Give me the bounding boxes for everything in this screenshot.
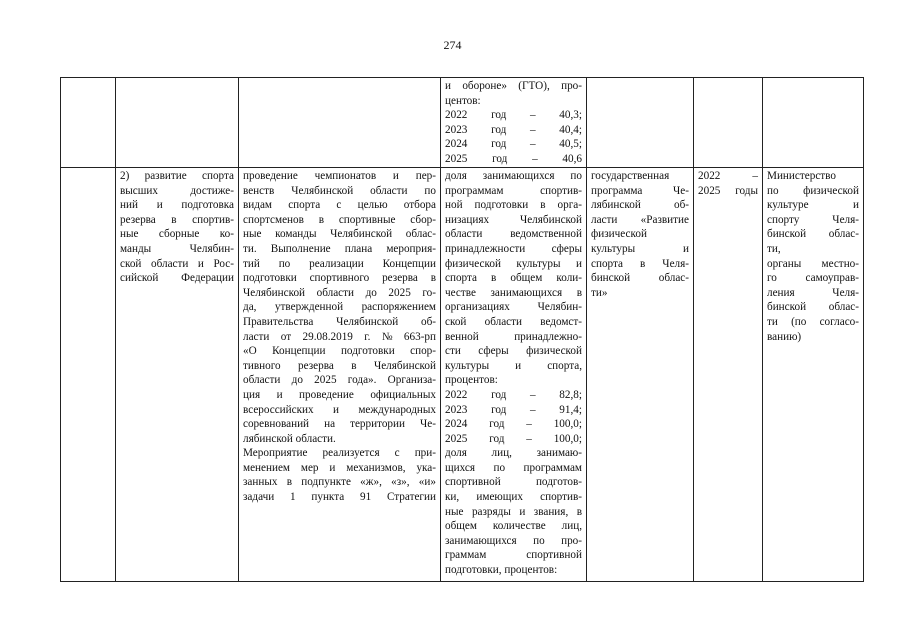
- strategy-table: [60, 77, 864, 582]
- table-row-sport-high-achievements: [61, 168, 864, 582]
- executor-line: по физической: [767, 184, 859, 197]
- task-line: высших достиже-: [120, 184, 234, 197]
- indicator-line: низациях Челябинской: [445, 213, 582, 226]
- measure-line: Челябинской области до 2025 го-: [243, 286, 436, 299]
- indicator-line: 2022 год – 82,8;: [445, 388, 582, 401]
- indicator-line: честве занимающихся в: [445, 286, 582, 299]
- measure-line: тий по реализации Концепции: [243, 257, 436, 270]
- indicator-line: подготовки, процентов:: [445, 564, 558, 577]
- measure-line: ные команды Челябинской облас-: [243, 228, 436, 241]
- task-line: ные сборные ко-: [120, 228, 234, 241]
- cell-number: [61, 168, 116, 582]
- task-line: 2) развитие спорта: [120, 170, 234, 182]
- indicator-line: культуры и спорта,: [445, 359, 582, 372]
- task-line: манды Челябин-: [120, 242, 234, 255]
- indicator-line: доля занимающихся по: [445, 170, 582, 182]
- cell-task: [116, 168, 239, 582]
- measure-line: соревнований на территории Че-: [243, 418, 436, 431]
- cell-number: [61, 78, 116, 168]
- program-line: государственная: [591, 170, 670, 182]
- measure-note-line: менением мер и механизмов, ука-: [243, 461, 436, 474]
- indicator-line: щихся по программам: [445, 461, 582, 474]
- measure-line: венств Челябинской области по: [243, 184, 436, 197]
- program-line: спорта в Челя-: [591, 257, 689, 270]
- measure-line: ласти от 29.08.2019 г. № 663-рп: [243, 330, 436, 343]
- measure-note-line: занных в подпункте «ж», «з», «и»: [243, 476, 436, 489]
- executor-line: ванию): [767, 330, 802, 343]
- program-line: ти»: [591, 286, 608, 299]
- page-number: 274: [443, 38, 462, 52]
- executor-line: ти,: [767, 242, 781, 255]
- measure-line: области до 2025 года». Организа-: [243, 374, 436, 387]
- program-line: ласти «Развитие: [591, 213, 689, 226]
- measure-note-line: Мероприятие реализуется с при-: [243, 447, 436, 460]
- indicator-line: организациях Челябин-: [445, 301, 582, 314]
- cell-indicator: [441, 78, 587, 168]
- indicator-line: ные разряды и звания, в: [445, 505, 582, 518]
- cell-program: [587, 78, 694, 168]
- measure-line: да, утвержденной распоряжением: [243, 301, 436, 314]
- indicator-line: 2023 год – 91,4;: [445, 403, 582, 416]
- measure-line: Правительства Челябинской об-: [243, 315, 436, 328]
- measure-line: видам спорта с целью отбора: [243, 199, 436, 212]
- measure-line: спортсменов в спортивные сбор-: [243, 213, 436, 226]
- program-line: лябинской об-: [591, 199, 689, 212]
- table-row-continuation: [61, 78, 864, 168]
- indicator-line: общем количестве лиц,: [445, 520, 582, 533]
- executor-line: спорту Челя-: [767, 213, 859, 226]
- indicator-line: программам спортив-: [445, 184, 582, 197]
- period-line: 2025 годы: [698, 184, 758, 197]
- executor-line: ти (по согласо-: [767, 315, 859, 328]
- indicator-line: процентов:: [445, 374, 498, 387]
- measure-line: ти. Выполнение плана мероприя-: [243, 242, 436, 255]
- indicator-line: занимающихся по про-: [445, 534, 582, 547]
- indicator-line: 2024 год – 100,0;: [445, 418, 582, 431]
- cell-measure: [239, 168, 441, 582]
- measure-line: «О Концепции подготовки спор-: [243, 345, 436, 358]
- indicator-line: 2025 год – 40,6: [445, 152, 582, 165]
- cell-task: [116, 78, 239, 168]
- period-line: 2022 –: [698, 170, 758, 182]
- task-line: сийской Федерации: [120, 272, 234, 285]
- indicator-line: ской области ведомст-: [445, 315, 582, 328]
- indicator-line: ки, имеющих спортив-: [445, 491, 582, 504]
- program-line: физической: [591, 228, 647, 241]
- cell-measure: [239, 78, 441, 168]
- indicator-line: спортивной подготов-: [445, 476, 582, 489]
- executor-line: ления Челя-: [767, 286, 859, 299]
- measure-line: ция и проведение официальных: [243, 388, 436, 401]
- indicator-line: граммам спортивной: [445, 549, 582, 562]
- indicator-line: венной принадлежно-: [445, 330, 582, 343]
- measure-note-line: задачи 1 пункта 91 Стратегии: [243, 491, 436, 504]
- indicator-line: и обороне» (ГТО), про-: [445, 80, 582, 92]
- program-line: программа Че-: [591, 184, 689, 197]
- executor-line: культуре и: [767, 199, 859, 212]
- cell-period: [694, 168, 763, 582]
- program-line: культуры и: [591, 242, 689, 255]
- executor-line: бинской облас-: [767, 228, 859, 241]
- indicator-line: спорта в общем коли-: [445, 272, 582, 285]
- indicator-line: принадлежности сферы: [445, 242, 582, 255]
- indicator-line: 2024 год – 40,5;: [445, 138, 582, 151]
- measure-line: лябинской области.: [243, 432, 336, 445]
- task-line: резерва в спортив-: [120, 213, 234, 226]
- executor-line: Министерство: [767, 170, 836, 182]
- measure-line: подготовки спортивного резерва в: [243, 272, 436, 285]
- measure-line: всероссийских и международных: [243, 403, 436, 416]
- measure-line: тивного резерва в Челябинской: [243, 359, 436, 372]
- indicator-line: 2025 год – 100,0;: [445, 432, 582, 445]
- cell-indicator: [441, 168, 587, 582]
- measure-line: проведение чемпионатов и пер-: [243, 170, 436, 182]
- cell-program: [587, 168, 694, 582]
- indicator-line: доля лиц, занимаю-: [445, 447, 582, 460]
- indicator-line: ной подготовки в орга-: [445, 199, 582, 212]
- indicator-line: 2022 год – 40,3;: [445, 109, 582, 122]
- indicator-line: области ведомственной: [445, 228, 582, 241]
- program-line: бинской облас-: [591, 272, 689, 285]
- indicator-line: 2023 год – 40,4;: [445, 123, 582, 136]
- executor-line: го самоуправ-: [767, 272, 859, 285]
- cell-executor: [763, 168, 864, 582]
- cell-period: [694, 78, 763, 168]
- indicator-line: центов:: [445, 94, 481, 107]
- task-line: ний и подготовка: [120, 199, 234, 212]
- executor-line: бинской облас-: [767, 301, 859, 314]
- task-line: ской области и Рос-: [120, 257, 234, 270]
- indicator-line: физической культуры и: [445, 257, 582, 270]
- executor-line: органы местно-: [767, 257, 859, 270]
- cell-executor: [763, 78, 864, 168]
- indicator-line: сти сферы физической: [445, 345, 582, 358]
